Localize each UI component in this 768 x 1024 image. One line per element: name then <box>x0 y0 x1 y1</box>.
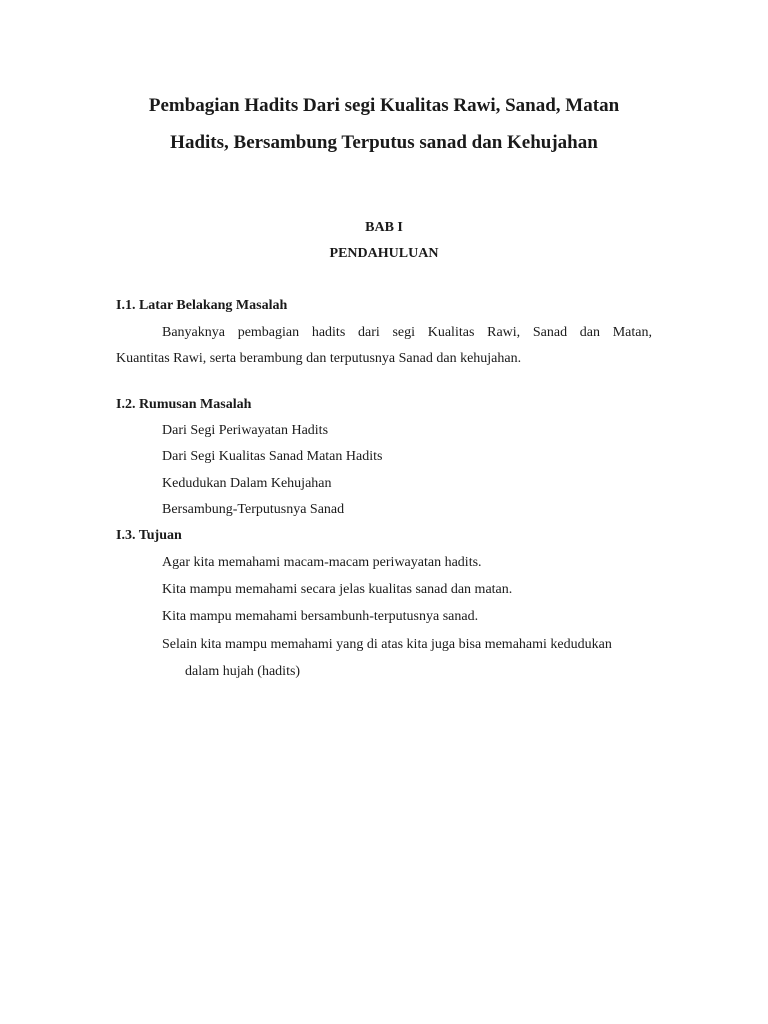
section-heading-rumusan-masalah: I.2. Rumusan Masalah <box>116 397 252 412</box>
section-heading-tujuan: I.3. Tujuan <box>116 528 182 543</box>
list-item: Kita mampu memahami secara jelas kualitas sanad dan matan. <box>162 582 513 597</box>
chapter-name: PENDAHULUAN <box>329 246 439 261</box>
list-item: Kedudukan Dalam Kehujahan <box>162 476 332 491</box>
list-item: Kita mampu memahami bersambunh-terputusnya sanad. <box>162 609 479 624</box>
list-item: Dari Segi Kualitas Sanad Matan Hadits <box>162 449 383 464</box>
list-item: Selain kita mampu memahami yang di atas kita juga bisa memahami kedudukan <box>162 637 612 652</box>
list-item-continuation: dalam hujah (hadits) <box>185 664 301 679</box>
chapter-number: BAB I <box>365 220 403 235</box>
list-item: Bersambung-Terputusnya Sanad <box>162 502 345 517</box>
list-item: Agar kita memahami macam-macam periwayatan hadits. <box>162 555 482 570</box>
section-heading-latar-belakang: I.1. Latar Belakang Masalah <box>116 298 288 313</box>
paragraph-line: Kuantitas Rawi, serta berambung dan terputusnya Sanad dan kehujahan. <box>116 351 522 366</box>
paragraph-line: Banyaknya pembagian hadits dari segi Kualitas Rawi, Sanad dan Matan, <box>162 325 652 340</box>
list-item: Dari Segi Periwayatan Hadits <box>162 423 329 438</box>
document-title-line-2: Hadits, Bersambung Terputus sanad dan Kehujahan <box>170 132 598 153</box>
document-title-line-1: Pembagian Hadits Dari segi Kualitas Rawi, Sanad, Matan <box>148 95 620 116</box>
